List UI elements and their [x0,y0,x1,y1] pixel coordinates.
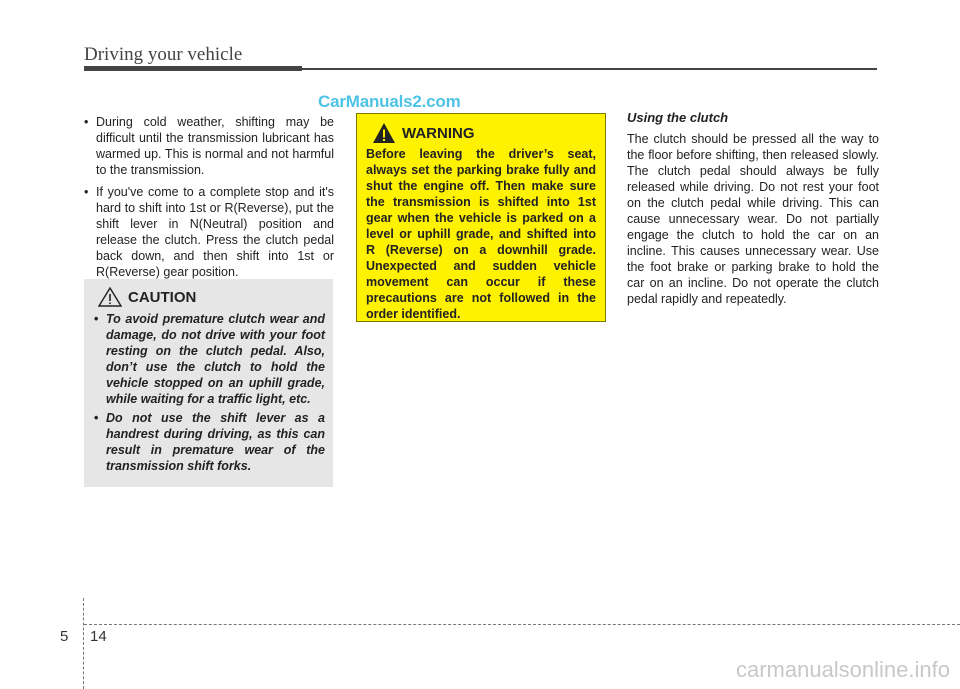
header-bar-thick [84,66,302,71]
section-body: The clutch should be pressed all the way to the floor before shifting, then released slowly. The clutch pedal should always be fully released while driving. Do not rest your foot on the clutch pedal while driving. This can cause unnecessary wear. Do not partially engage the clutch to hold the car on an incline. This causes unnecessary wear. Use the foot brake or parking brake to hold the car on an incline. Do not operate the clutch pedal rapidly and repeatedly. [627,132,879,306]
page-chapter-number: 5 [60,628,69,645]
caution-triangle-icon [98,287,122,307]
caution-header [98,287,325,307]
warning-title: WARNING [402,124,475,142]
warning-box [356,113,606,322]
right-column [627,110,879,307]
warning-triangle-icon [372,122,396,144]
watermark-bottom: carmanualsonline.info [735,657,950,682]
bullet-item: • During cold weather, shifting may be difficult until the transmission lubricant has warmed up. This is normal and not harmful to the transmission. [84,114,334,178]
caution-title: CAUTION [128,288,197,306]
warning-text: Before leaving the driver’s seat, always set the parking brake fully and shut the engine off. Then make sure the transmission is shifted into 1st gear when the vehicle is parked on a level or uphill grade, and shifted into R (Reverse) on a downhill grade. Unexpected and sudden vehicle movement can occur if these precautions are not followed in the order identified. [366,147,596,321]
left-column [84,114,334,286]
footer-divider [84,624,960,625]
header-bar-thin [302,68,877,70]
caution-item: • Do not use the shift lever as a handrest during driving, as this can result in premature wear of the transmission shift forks. [94,410,325,474]
caution-box [84,279,333,487]
footer-vertical-divider [83,598,84,689]
caution-item: • To avoid premature clutch wear and damage, do not drive with your foot resting on the clutch pedal. Also, don’t use the clutch to hold the vehicle stopped on an uphill grade, while waiting for a traffic light, etc. [94,311,325,407]
page-number: 14 [90,628,107,645]
warning-header [372,122,596,144]
watermark-top: CarManuals2.com [318,92,461,111]
bullet-item: • If you've come to a complete stop and it's hard to shift into 1st or R(Reverse), put the shift lever in N(Neutral) position and release the clutch. Press the clutch pedal back down, and then shift into 1st or R(Reverse) gear position. [84,184,334,280]
section-heading: Using the clutch [627,110,729,125]
page-header-title: Driving your vehicle [84,44,243,65]
